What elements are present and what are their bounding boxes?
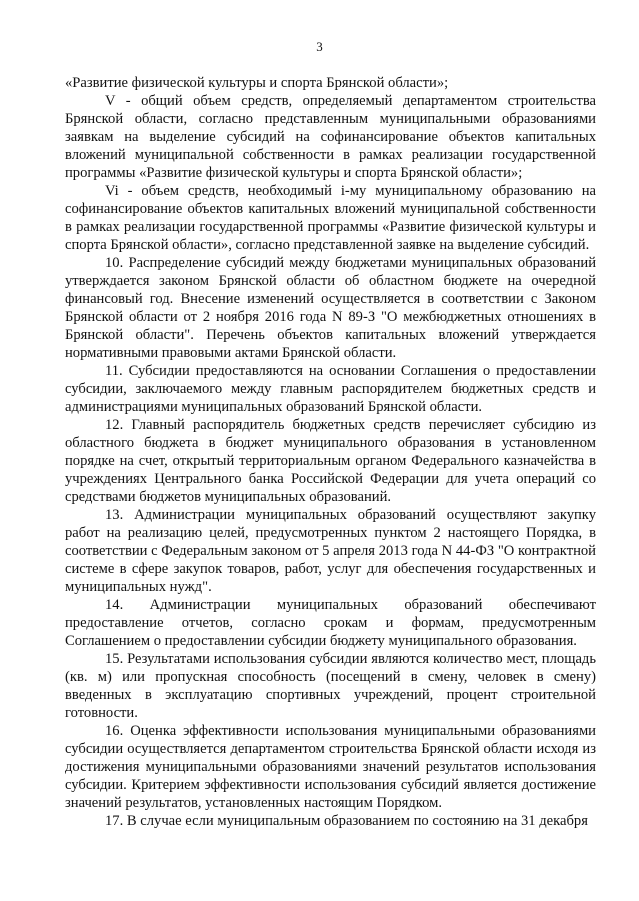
- paragraph-program-name: «Развитие физической культуры и спорта Брянской области»;: [65, 75, 449, 91]
- paragraph-15: 15. Результатами использования субсидии являются количество мест, площадь (кв. м) или пропускная способность (посещений в смену, человек в смену) введенных в эксплуатацию спортивных учреждений, процент строительной готовности.: [65, 651, 596, 721]
- document-body: [65, 74, 596, 830]
- paragraph-16: 16. Оценка эффективности использования муниципальными образованиями субсидии осуществляется департаментом строительства Брянской области исходя из достижения муниципальными образованиями значений результатов использования субсидии. Критерием эффективности использования субсидий является достижение значений результатов, установленных настоящим Порядком.: [65, 723, 596, 811]
- page-number: 3: [316, 39, 323, 54]
- paragraph-v-definition: V - общий объем средств, определяемый департаментом строительства Брянской области, согласно представленным муниципальными образованиями заявкам на выделение субсидий на софинансирование объектов капитальных вложений муниципальной собственности в рамках реализации государственной программы «Развитие физической культуры и спорта Брянской области»;: [65, 93, 596, 181]
- paragraph-vi-definition: Vi - объем средств, необходимый i-му муниципальному образованию на софинансирование объектов капитальных вложений муниципальной собственности в рамках реализации государственной программы «Развитие физической культуры и спорта Брянской области», согласно представленной заявке на выделение субсидий.: [65, 183, 596, 253]
- paragraph-10: 10. Распределение субсидий между бюджетами муниципальных образований утверждается законом Брянской области об областном бюджете на очередной финансовый год. Внесение изменений осуществляется в соответствии с Законом Брянской области от 2 ноября 2016 года N 89-З "О межбюджетных отношениях в Брянской области". Перечень объектов капитальных вложений утверждается нормативными правовыми актами Брянской области.: [65, 255, 596, 361]
- paragraph-11: 11. Субсидии предоставляются на основании Соглашения о предоставлении субсидии, заключаемого между главным распорядителем бюджетных средств и администрациями муниципальных образований Брянской области.: [65, 363, 596, 415]
- paragraph-13: 13. Администрации муниципальных образований осуществляют закупку работ на реализацию целей, предусмотренных пунктом 2 настоящего Порядка, в соответствии с Федеральным законом от 5 апреля 2013 года N 44-ФЗ "О контрактной системе в сфере закупок товаров, работ, услуг для обеспечения государственных и муниципальных нужд".: [65, 507, 596, 595]
- paragraph-17: 17. В случае если муниципальным образованием по состоянию на 31 декабря: [105, 813, 588, 829]
- paragraph-14: 14. Администрации муниципальных образований обеспечивают предоставление отчетов, согласно срокам и формам, предусмотренным Соглашением о предоставлении субсидии бюджету муниципального образования.: [65, 597, 596, 649]
- paragraph-12: 12. Главный распорядитель бюджетных средств перечисляет субсидию из областного бюджета в бюджет муниципального образования в установленном порядке на счет, открытый территориальным органом Федерального казначейства в учреждениях Центрального банка Российской Федерации для учета операций со средствами бюджетов муниципальных образований.: [65, 417, 596, 505]
